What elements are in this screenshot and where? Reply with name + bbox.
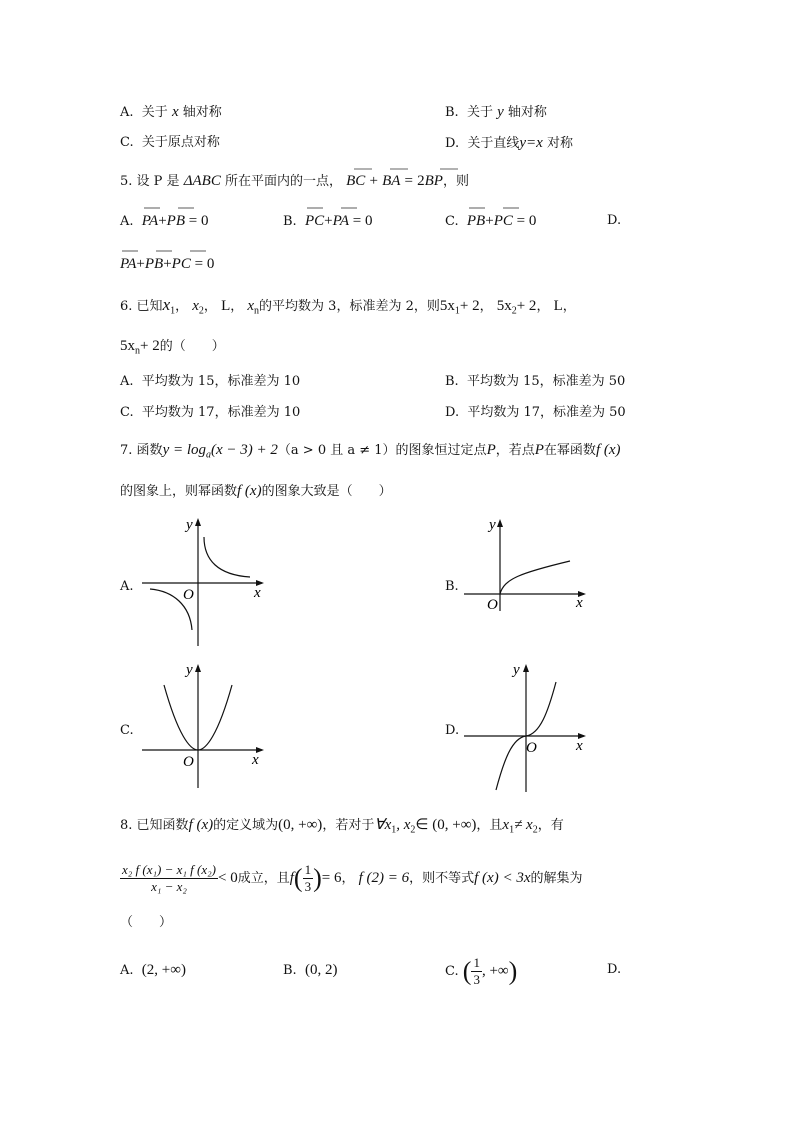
- q5-option-d-label: D.: [607, 213, 622, 228]
- q6-option-a: A. 平均数为 15，标准差为 10: [120, 374, 301, 389]
- q5-option-b: B. PC+PA = 0: [283, 213, 373, 229]
- q8-option-d: D.: [607, 962, 622, 977]
- origin-label: O: [183, 754, 194, 770]
- q7-option-b-label: B.: [445, 579, 459, 594]
- q8-stem-line2: $\frac{\text{x₂ f (x₁) − x₁ f (x₂)}}{\text{x₁ − x₂}}$ < 0成立，且f( $\frac{1}{3}$ )= 6， f (2) = 6，则不等式f (x) < 3x的解集为: [122, 862, 583, 894]
- q7-stem-line2: 的图象上，则幂函数f (x)的图象大致是（ ）: [120, 483, 392, 499]
- q4-option-d: D. 关于直线y=x 对称: [445, 135, 573, 151]
- q6-option-d: D. 平均数为 17，标准差为 50: [445, 405, 626, 420]
- q5-vector-marks: [350, 164, 490, 174]
- curve-branch-1: [204, 537, 250, 577]
- q6-option-b: B. 平均数为 15，标准差为 50: [445, 374, 626, 389]
- q7-stem: 7. 函数$y = \log_a(x - 3) + 2(a > 0$ 且 a ≠ 1）的图象恒过定点P，若点P在幂函数f (x): [120, 442, 621, 461]
- q6-option-c: C. 平均数为 17，标准差为 10: [120, 405, 301, 420]
- q7-graph-d: [460, 660, 590, 795]
- q4-option-b: B. 关于 y 轴对称: [445, 104, 547, 120]
- x-label: x: [576, 595, 583, 611]
- q8-paren: （ ）: [120, 915, 173, 930]
- q4-option-a: A. 关于 x 轴对称: [120, 104, 222, 120]
- x-label: x: [576, 738, 583, 754]
- q7-option-a-label: A.: [120, 579, 134, 594]
- y-label: y: [186, 517, 193, 533]
- q7-graph-b: [460, 515, 590, 615]
- q5-option-a: A. PA+PB = 0: [120, 213, 209, 229]
- origin-label: O: [183, 587, 194, 603]
- q5-option-c: C. PB+PC = 0: [445, 213, 537, 229]
- q8-option-a: A. (2, +∞): [120, 962, 186, 978]
- y-label: y: [513, 662, 520, 678]
- q7-option-c-label: C.: [120, 723, 134, 738]
- q8-third-fraction: $\frac{1}{3}$: [304, 862, 312, 894]
- x-label: x: [252, 752, 259, 768]
- q8-stem: 8. 已知函数f (x)的定义域为(0, +∞)，若对于$\forall x_1$, $x_2\in$ (0, +∞)，且$x_1\ne x_2$，有: [120, 817, 564, 836]
- q6-stem-line2: $5x_n+ 2$的（ ）: [120, 338, 225, 357]
- q8-option-c: C. ( $\frac{1}{3}$ , +∞): [445, 955, 518, 987]
- vector-ba: BA: [382, 173, 401, 189]
- q5-option-vector-marks: [120, 204, 680, 264]
- q6-stem: 6. 已知$x_1$， $x_2$， L， $x_n$的平均数为 3，标准差为 2，则$5x_1+ 2$， $5x_2+ 2$， L，: [120, 295, 576, 317]
- q5-option-d: PA+PB+PC = 0: [120, 256, 215, 272]
- y-label: y: [186, 662, 193, 678]
- q8-option-b: B. (0, 2): [283, 962, 338, 978]
- q7-option-d-label: D.: [445, 723, 460, 738]
- q7-graph-a: [138, 515, 268, 650]
- q8-fraction: $\frac{\text{x₂ f (x₁) − x₁ f (x₂)}}{\text{x₁ − x₂}}$: [122, 862, 216, 894]
- y-label: y: [489, 517, 496, 533]
- curve: [500, 561, 570, 594]
- origin-label: O: [526, 740, 537, 756]
- q4-option-c: C. 关于原点对称: [120, 135, 220, 150]
- vector-bc: BC: [346, 173, 366, 189]
- x-label: x: [254, 585, 261, 601]
- vector-bp: BP: [424, 173, 443, 189]
- q7-graph-c: [138, 660, 268, 790]
- q5-stem: 5. 设 P 是 ΔABC 所在平面内的一点， BC + BA = 2BP，则: [120, 173, 469, 189]
- origin-label: O: [487, 597, 498, 613]
